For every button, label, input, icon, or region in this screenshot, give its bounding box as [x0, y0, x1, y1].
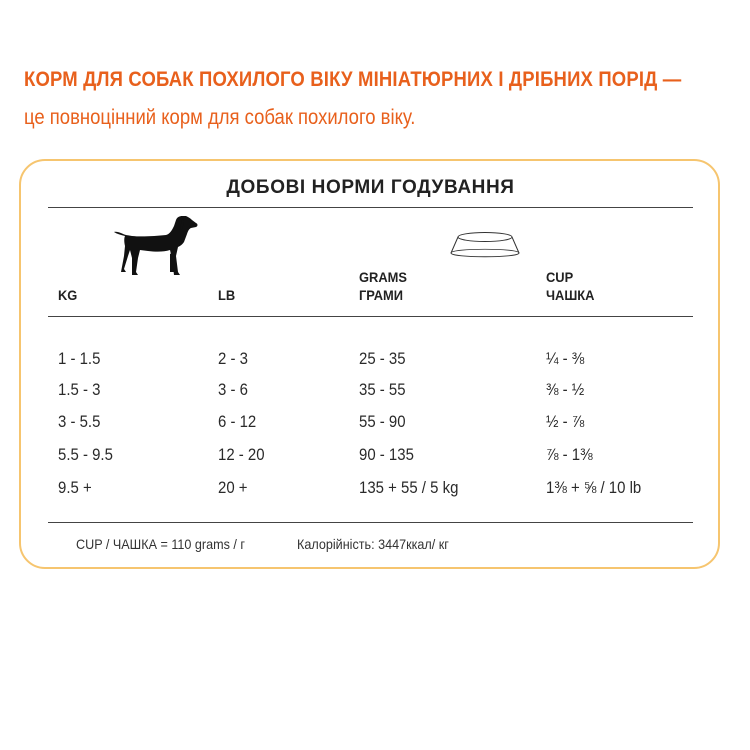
top-rule — [48, 207, 693, 208]
column-header-line1 — [218, 268, 235, 286]
table-cell-lb: 6 - 12 — [218, 412, 257, 431]
column-header-line1 — [58, 268, 77, 286]
table-cell-lb: 3 - 6 — [218, 380, 248, 399]
bottom-rule — [48, 522, 693, 523]
table-cell-grams: 55 - 90 — [359, 412, 406, 431]
table-title: ДОБОВІ НОРМИ ГОДУВАННЯ — [226, 177, 515, 198]
column-header-lb — [218, 268, 235, 304]
column-header-line2: LB — [218, 287, 236, 303]
table-cell-cup: ⅜ - ½ — [546, 380, 585, 399]
column-header-line1: GRAMS — [359, 269, 407, 285]
table-cell-lb: 12 - 20 — [218, 445, 265, 464]
table-cell-lb: 2 - 3 — [218, 349, 248, 368]
column-header-kg — [58, 268, 77, 304]
table-cell-grams: 25 - 35 — [359, 349, 406, 368]
header-rule — [48, 316, 693, 317]
column-header-line2: KG — [58, 287, 78, 303]
column-header-grams — [359, 268, 407, 304]
table-cell-cup: 1⅜ + ⅝ / 10 lb — [546, 478, 642, 497]
cup-conversion-note: CUP / ЧАШКА = 110 grams / г — [76, 536, 246, 552]
table-cell-cup: ¼ - ⅜ — [546, 349, 585, 368]
column-header-line2: ГРАМИ — [359, 287, 404, 303]
column-header-cup — [546, 268, 594, 304]
table-cell-kg: 9.5 + — [58, 478, 92, 497]
calorie-note: Калорійність: 3447ккал/ кг — [297, 536, 449, 552]
column-header-line1: CUP — [546, 269, 574, 285]
headline: КОРМ ДЛЯ СОБАК ПОХИЛОГО ВІКУ МІНІАТЮРНИХ І ДРІБНИХ ПОРІД — — [24, 68, 682, 91]
table-cell-cup: ½ - ⅞ — [546, 412, 585, 431]
bowl-icon — [447, 230, 523, 266]
table-cell-grams: 90 - 135 — [359, 445, 414, 464]
table-cell-grams: 135 + 55 / 5 kg — [359, 478, 459, 497]
column-header-line2: ЧАШКА — [546, 287, 595, 303]
table-cell-lb: 20 + — [218, 478, 248, 497]
dog-silhouette-icon — [112, 214, 200, 282]
table-cell-grams: 35 - 55 — [359, 380, 406, 399]
table-cell-kg: 3 - 5.5 — [58, 412, 101, 431]
table-cell-kg: 5.5 - 9.5 — [58, 445, 113, 464]
table-cell-kg: 1.5 - 3 — [58, 380, 101, 399]
subheadline: це повноцінний корм для собак похилого віку. — [24, 106, 416, 129]
table-cell-kg: 1 - 1.5 — [58, 349, 101, 368]
table-cell-cup: ⅞ - 1⅜ — [546, 445, 593, 464]
